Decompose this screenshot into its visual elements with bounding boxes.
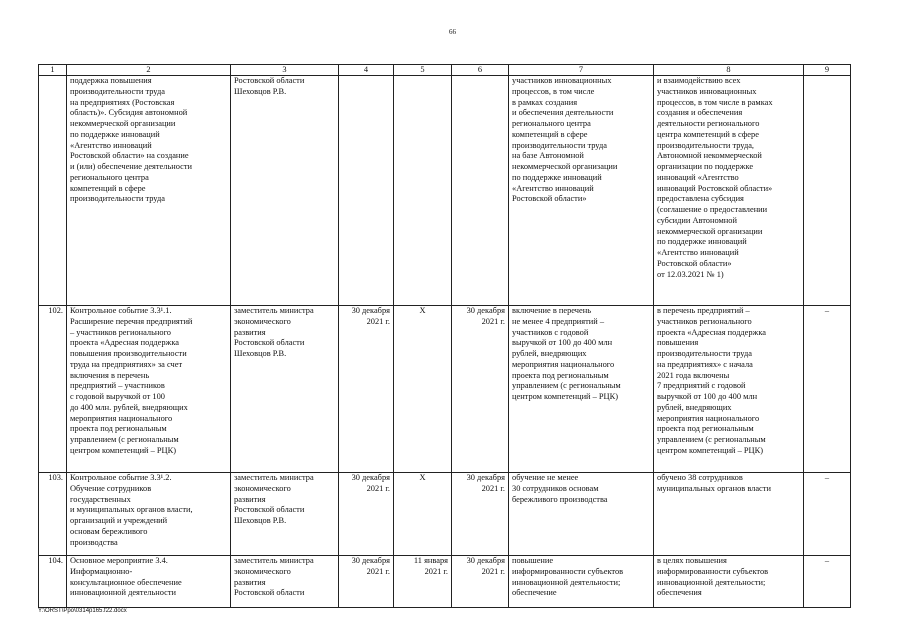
expected-result-cell: обучение не менее 30 сотрудников основам бережливого производства xyxy=(509,473,654,556)
event-cell: Основное мероприятие 3.4. Информационно- консультационное обеспечение инновационной деятельности xyxy=(67,556,231,608)
row-number: 103. xyxy=(39,473,67,556)
row-number: 102. xyxy=(39,306,67,473)
header-col-3: 3 xyxy=(231,65,339,76)
table-row xyxy=(39,306,851,473)
actual-result-cell: в целях повышения информированности субъектов инновационной деятельности; обеспечения xyxy=(654,556,804,608)
table-row xyxy=(39,473,851,556)
header-col-8: 8 xyxy=(654,65,804,76)
deadline-cell xyxy=(452,76,509,306)
event-cell: поддержка повышения производительности труда на предприятиях (Ростовская область)». Субсидия автономной некоммерческой организации по поддержке инноваций «Агентство инноваций Ростовской области» на создание и (или) обеспечение деятельности регионального центра компетенций в сфере производительности труда xyxy=(67,76,231,306)
expected-result-cell: участников инновационных процессов, в том числе в рамках создания и обеспечения деятельности регионального центра компетенций в сфере производительности труда на базе Автономной некоммерческой организации по поддержке инноваций «Агентство инноваций Ростовской области» xyxy=(509,76,654,306)
header-col-9: 9 xyxy=(804,65,851,76)
event-cell: Контрольное событие 3.3¹.1. Расширение перечня предприятий – участников регионального проекта «Адресная поддержка повышения производительности труда на предприятиях» за счет включения в перечень предприятий – участников с годовой выручкой от 100 до 400 млн. рублей, внедряющих мероприятия национального проекта под региональным управлением (с региональным центром компетенций – РЦК) xyxy=(67,306,231,473)
deadline-cell: 30 декабря 2021 г. xyxy=(452,473,509,556)
header-col-2: 2 xyxy=(67,65,231,76)
event-cell: Контрольное событие 3.3¹.2. Обучение сотрудников государственных и муниципальных органов власти, организаций и учреждений основам бережливого производства xyxy=(67,473,231,556)
report-table xyxy=(38,64,851,608)
responsible-cell: заместитель министра экономического развития Ростовской области Шеховцов Р.В. xyxy=(231,306,339,473)
header-col-4: 4 xyxy=(339,65,394,76)
plan-date-cell: 30 декабря 2021 г. xyxy=(339,556,394,608)
header-col-1: 1 xyxy=(39,65,67,76)
row-number: 104. xyxy=(39,556,67,608)
responsible-cell: заместитель министра экономического развития Ростовской области Шеховцов Р.В. xyxy=(231,473,339,556)
deadline-cell: 30 декабря 2021 г. xyxy=(452,306,509,473)
responsible-cell: Ростовской области Шеховцов Р.В. xyxy=(231,76,339,306)
actual-result-cell: и взаимодействию всех участников инновационных процессов, в том числе в рамках создания и обеспечения деятельности регионального центра компетенций в сфере производительности труда, Автономной некоммерческой организации по поддержке инноваций «Агентство инноваций Ростовской области» предоставлена субсидия (соглашение о предоставлении субсидии Автономной некоммерческой организации по поддержке инноваций «Агентство инноваций Ростовской области» от 12.03.2021 № 1) xyxy=(654,76,804,306)
plan-date-cell: 30 декабря 2021 г. xyxy=(339,306,394,473)
actual-result-cell: обучено 38 сотрудников муниципальных органов власти xyxy=(654,473,804,556)
header-col-6: 6 xyxy=(452,65,509,76)
fact-date-cell: 11 января 2021 г. xyxy=(394,556,452,608)
fact-date-cell: Х xyxy=(394,473,452,556)
note-cell: – xyxy=(804,556,851,608)
note-cell xyxy=(804,76,851,306)
note-cell: – xyxy=(804,306,851,473)
expected-result-cell: включение в перечень не менее 4 предприятий – участников с годовой выручкой от 100 до 400 млн рублей, внедряющих мероприятия национального проекта под региональным управлением (с региональным центром компетенций – РЦК) xyxy=(509,306,654,473)
expected-result-cell: повышение информированности субъектов инновационной деятельности; обеспечение xyxy=(509,556,654,608)
footer-file-path: Y:\ORST\Ppo\0314p165.f22.docx xyxy=(38,608,127,614)
page-number: 66 xyxy=(449,28,456,36)
plan-date-cell xyxy=(339,76,394,306)
column-number-header xyxy=(39,65,851,76)
header-col-7: 7 xyxy=(509,65,654,76)
deadline-cell: 30 декабря 2021 г. xyxy=(452,556,509,608)
actual-result-cell: в перечень предприятий – участников регионального проекта «Адресная поддержка повышения производительности труда на предприятиях» с начала 2021 года включены 7 предприятий с годовой выручкой от 100 до 400 млн рублей, внедряющих мероприятия национального проекта под региональным управлением (с региональным центром компетенций – РЦК) xyxy=(654,306,804,473)
row-number xyxy=(39,76,67,306)
note-cell: – xyxy=(804,473,851,556)
table-row xyxy=(39,76,851,306)
fact-date-cell: Х xyxy=(394,306,452,473)
fact-date-cell xyxy=(394,76,452,306)
header-col-5: 5 xyxy=(394,65,452,76)
table-row xyxy=(39,556,851,608)
plan-date-cell: 30 декабря 2021 г. xyxy=(339,473,394,556)
responsible-cell: заместитель министра экономического развития Ростовской области xyxy=(231,556,339,608)
